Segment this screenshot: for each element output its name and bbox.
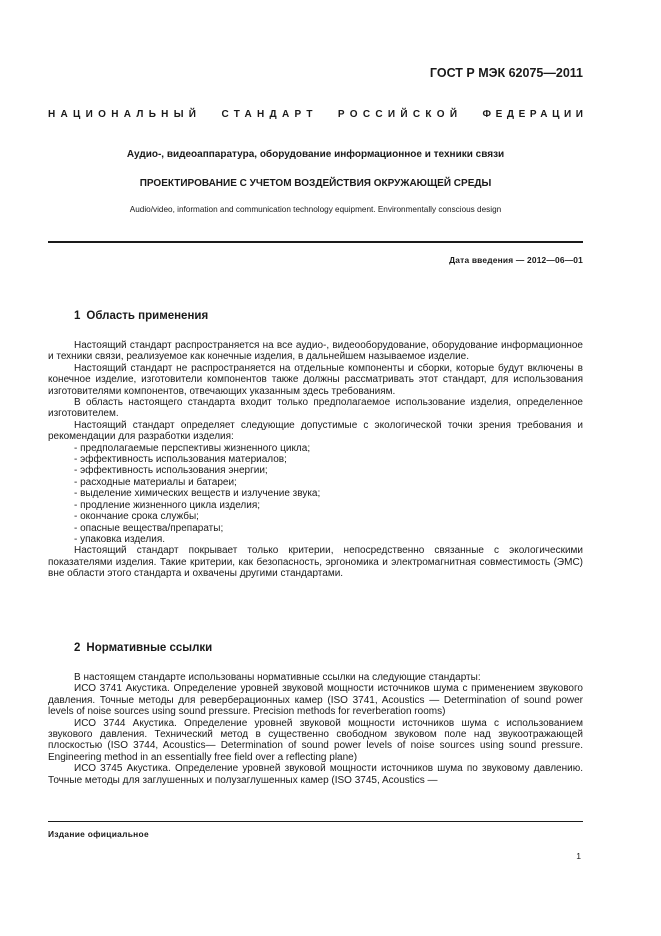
paragraph: ИСО 3745 Акустика. Определение уровней звуковой мощности источников шума по звуковому давлению. Точные методы для заглушенных и полузаглушенных камер (ISO 3745, Acoustics — (48, 763, 583, 786)
page-number: 1 (576, 851, 581, 861)
paragraph: ИСО 3744 Акустика. Определение уровней звуковой мощности источников шума с использованием звукового давления. Технический метод в существенно свободном звуковом поле над звукоотражающей плоскостью (ISO 3744, Acoustics— Determination of sound power levels of noise sources using sound pressure. Engineering method in an essentially free field over a reflecting plane) (48, 717, 583, 763)
paragraph: В настоящем стандарте использованы нормативные ссылки на следующие стандарты: (74, 672, 481, 683)
header-divider (48, 241, 583, 243)
section-scope (48, 308, 583, 580)
list-item: - выделение химических веществ и излучение звука; (74, 488, 583, 499)
document-code: ГОСТ Р МЭК 62075—2011 (429, 66, 583, 80)
section-number: 2 (74, 642, 81, 654)
section-title: Область применения (86, 310, 209, 322)
footer-divider (48, 821, 583, 822)
section-heading (74, 308, 583, 324)
list-item: - расходные материалы и батареи; (74, 477, 583, 488)
banner-word: ФЕДЕРАЦИИ (482, 109, 588, 120)
paragraph: Настоящий стандарт распространяется на все аудио-, видеооборудование, оборудование информационное и техники связи, реализуемое как конечные изделия, в дальнейшем называемое изделие. (48, 340, 583, 363)
document-title-ru: Аудио-, видеоаппаратура, оборудование информационное и техники связи (126, 149, 505, 160)
paragraph: Настоящий стандарт не распространяется на отдельные компоненты и сборки, которые будут включены в конечное изделие, изготовители компонентов также должны рассматривать этот стандарт, для использования изготовителями компонентов, отвечающих указанным здесь требованиям. (48, 362, 583, 397)
list-item: - окончание срока службы; (74, 511, 583, 522)
introduction-date: Дата введения — 2012—06—01 (449, 255, 583, 265)
list-item: - опасные вещества/препараты; (74, 523, 583, 534)
official-edition-label: Издание официальное (48, 829, 149, 839)
section-heading (74, 640, 583, 656)
paragraph: В область настоящего стандарта входит только предполагаемое использование изделия, определенное изготовителем. (48, 397, 583, 420)
document-title-caps: ПРОЕКТИРОВАНИЕ С УЧЕТОМ ВОЗДЕЙСТВИЯ ОКРУЖАЮЩЕЙ СРЕДЫ (139, 178, 492, 189)
list-item: - упаковка изделия. (74, 534, 583, 545)
banner-word: СТАНДАРТ (221, 109, 318, 120)
section-title: Нормативные ссылки (86, 642, 213, 654)
list-item: - предполагаемые перспективы жизненного цикла; (74, 443, 583, 454)
banner-word: РОССИЙСКОЙ (337, 109, 463, 120)
requirements-list (48, 443, 583, 546)
document-title-en: Audio/video, information and communication technology equipment. Environmentally conscious design (129, 205, 502, 214)
national-standard-banner (48, 109, 588, 120)
list-item: - эффективность использования энергии; (74, 465, 583, 476)
section-number: 1 (74, 310, 81, 322)
paragraph: ИСО 3741 Акустика. Определение уровней звуковой мощности источников шума с применением звукового давления. Точные методы для реверберационных камер (ISO 3741, Acoustics — Determination of sound power levels of noise sources using sound pressure. Precision methods for reverberation rooms) (48, 683, 583, 718)
paragraph: Настоящий стандарт покрывает только критерии, непосредственно связанные с экологическими показателями изделия. Такие критерии, как безопасность, эргономика и электромагнитная совместимость (ЭМС) вне области этого стандарта и охвачены другими стандартами. (48, 545, 583, 580)
banner-word: НАЦИОНАЛЬНЫЙ (48, 109, 202, 120)
section-normative-references (48, 640, 583, 786)
list-item: - продление жизненного цикла изделия; (74, 500, 583, 511)
list-item: - эффективность использования материалов; (74, 454, 583, 465)
paragraph: Настоящий стандарт определяет следующие допустимые с экологической точки зрения требования и рекомендации для разработки изделия: (48, 419, 583, 443)
